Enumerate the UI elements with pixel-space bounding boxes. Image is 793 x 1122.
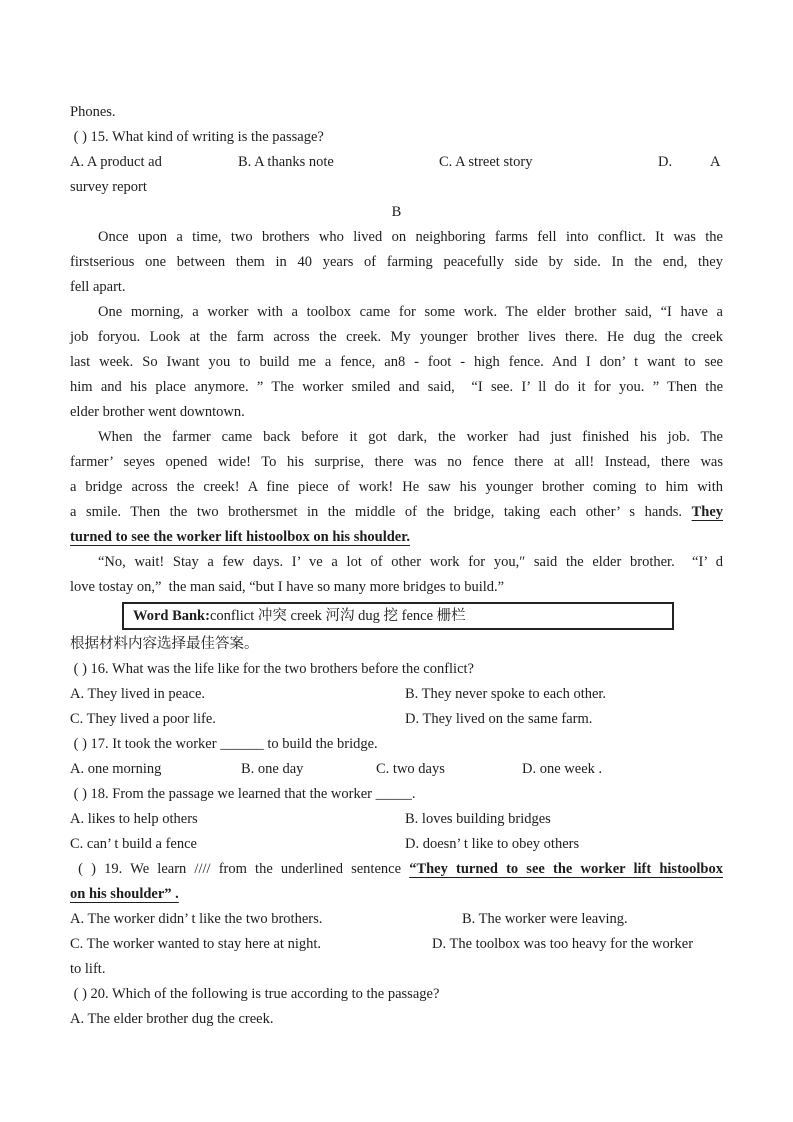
question-18-options-row-2 — [70, 832, 723, 857]
text-run: D. one week . — [522, 761, 603, 777]
text-run: B. They never spoke to each other. — [405, 686, 607, 702]
text-run: ( ) 19. We learn //// from the underlined sentence — [70, 861, 410, 877]
text-run: ( ) 20. Which of the following is true according to the passage? — [70, 986, 440, 1002]
question-15-option-d-wrap — [70, 175, 723, 200]
text-run: A. A product ad — [70, 154, 162, 170]
question-17-options — [70, 757, 723, 782]
emphasized-text-run: on his shoulder” . — [70, 886, 179, 902]
q16-option-c — [70, 707, 216, 732]
text-run: B. loves building bridges — [405, 811, 551, 827]
text-run: firstserious one between them in 40 years of farming peacefully side by side. In the end, they — [70, 254, 723, 270]
text-run: C. can’ t build a fence — [70, 836, 197, 852]
question-19-options-row-2 — [70, 932, 723, 957]
text-run: C. A street story — [439, 154, 533, 170]
passage-b-para-3-line-4 — [70, 500, 723, 525]
question-17-prompt — [70, 732, 723, 757]
question-15-options — [70, 150, 723, 175]
passage-b-para-3-line-5-underlined — [70, 525, 723, 550]
text-run: A. The worker didn’ t like the two brothers. — [70, 911, 323, 927]
text-run: elder brother went downtown. — [70, 404, 245, 420]
question-19-prompt-wrap — [70, 882, 723, 907]
q15-option-d — [658, 150, 672, 175]
text-run: to lift. — [70, 961, 106, 977]
text-run: farmer’ seyes opened wide! To his surprise, there was no fence there at all! Instead, there was — [70, 454, 723, 470]
text-run: D. They lived on the same farm. — [405, 711, 593, 727]
text-run: D. — [658, 154, 673, 170]
text-run: ( ) 16. What was the life like for the two brothers before the conflict? — [70, 661, 474, 677]
q17-option-c — [376, 757, 445, 782]
passage-b-para-2-line-2 — [70, 325, 723, 350]
emphasized-text-run: turned to see the worker lift histoolbox on his shoulder. — [70, 529, 410, 545]
passage-b-para-3-line-3 — [70, 475, 723, 500]
word-bank-box — [122, 602, 674, 630]
emphasized-text-run: They — [691, 504, 723, 520]
document-content — [70, 100, 723, 1032]
q19-option-c — [70, 932, 321, 957]
question-16-options-row-1 — [70, 682, 723, 707]
text-run: B — [391, 204, 402, 220]
passage-b-para-2-line-1 — [70, 300, 723, 325]
question-18-options-row-1 — [70, 807, 723, 832]
question-19-options-row-1 — [70, 907, 723, 932]
text-run: survey report — [70, 179, 147, 195]
passage-b-para-2-line-4 — [70, 375, 723, 400]
q19-option-b — [462, 907, 628, 932]
text-run: C. The worker wanted to stay here at night. — [70, 936, 321, 952]
text-run: love tostay on,” the man said, “but I have so many more bridges to build.” — [70, 579, 505, 595]
text-run: job foryou. Look at the farm across the creek. My younger brother lives there. He dug the creek — [70, 329, 723, 345]
q15-option-a — [70, 150, 162, 175]
text-run: D. The toolbox was too heavy for the worker — [432, 936, 694, 952]
q18-option-b — [405, 807, 551, 832]
question-18-prompt — [70, 782, 723, 807]
text-run: A. The elder brother dug the creek. — [70, 1011, 274, 1027]
text-run: B. The worker were leaving. — [462, 911, 628, 927]
q19-option-d — [432, 932, 693, 957]
q17-option-b — [241, 757, 303, 782]
passage-b-para-3-line-1 — [70, 425, 723, 450]
text-run: ( ) 17. It took the worker ______ to build the bridge. — [70, 736, 378, 752]
text-run: One morning, a worker with a toolbox came for some work. The elder brother said, “I have a — [98, 304, 723, 320]
q15-option-b — [238, 150, 334, 175]
passage-b-para-2-line-3 — [70, 350, 723, 375]
q17-option-d — [522, 757, 602, 782]
q16-option-b — [405, 682, 606, 707]
text-run: C. They lived a poor life. — [70, 711, 216, 727]
text-run: him and his place anymore. ” The worker smiled and said, “I see. I’ ll do it for you. ” Then the — [70, 379, 723, 395]
q15-option-d-text — [710, 150, 720, 175]
passage-b-para-1-line-3 — [70, 275, 723, 300]
text-run: A. one morning — [70, 761, 162, 777]
text-run: a bridge across the creek! A fine piece of work! He saw his younger brother coming to him with — [70, 479, 723, 495]
q15-option-c — [439, 150, 532, 175]
text-run: D. doesn’ t like to obey others — [405, 836, 580, 852]
text-run: conflict 冲突 creek 河沟 dug 挖 fence 栅栏 — [209, 608, 466, 624]
text-run: ( ) 15. What kind of writing is the passage? — [70, 129, 324, 145]
q18-option-d — [405, 832, 579, 857]
text-run: a smile. Then the two brothersmet in the middle of the bridge, taking each other’ s hands. — [70, 504, 692, 520]
section-b-heading — [70, 200, 723, 225]
question-19-prompt — [70, 857, 723, 882]
passage-b-para-2-line-5 — [70, 400, 723, 425]
text-run: 根据材料内容选择最佳答案。 — [70, 636, 259, 652]
passage-b-para-1-line-2 — [70, 250, 723, 275]
text-run: Phones. — [70, 104, 116, 120]
q16-option-a — [70, 682, 205, 707]
question-16-options-row-2 — [70, 707, 723, 732]
q17-option-a — [70, 757, 161, 782]
question-20-option-a — [70, 1007, 723, 1032]
q19-option-a — [70, 907, 322, 932]
question-16-prompt — [70, 657, 723, 682]
text-run: A — [710, 154, 721, 170]
passage-b-para-4-line-2 — [70, 575, 723, 600]
text-run: Once upon a time, two brothers who lived on neighboring farms fell into conflict. It was the — [98, 229, 723, 245]
q18-option-a — [70, 807, 198, 832]
passage-b-para-1-line-1 — [70, 225, 723, 250]
text-run: When the farmer came back before it got dark, the worker had just finished his job. The — [98, 429, 723, 445]
instruction-line — [70, 632, 723, 657]
text-run: ( ) 18. From the passage we learned that the worker _____. — [70, 786, 416, 802]
prev-passage-tail — [70, 100, 723, 125]
text-run: A. likes to help others — [70, 811, 198, 827]
text-run: B. one day — [241, 761, 304, 777]
text-run: fell apart. — [70, 279, 126, 295]
question-19-option-d-wrap — [70, 957, 723, 982]
question-15-prompt — [70, 125, 723, 150]
q16-option-d — [405, 707, 592, 732]
text-run: B. A thanks note — [238, 154, 334, 170]
text-run: A. They lived in peace. — [70, 686, 206, 702]
passage-b-para-4-line-1 — [70, 550, 723, 575]
emphasized-text-run: Word Bank: — [133, 608, 210, 624]
text-run: “No, wait! Stay a few days. I’ ve a lot of other work for you,″ said the elder brother. “I’ d — [98, 554, 723, 570]
passage-b-para-3-line-2 — [70, 450, 723, 475]
question-20-prompt — [70, 982, 723, 1007]
q18-option-c — [70, 832, 197, 857]
emphasized-text-run: “They turned to see the worker lift histoolbox — [409, 861, 723, 877]
text-run: last week. So Iwant you to build me a fence, an8 - foot - high fence. And I don’ t want to see — [70, 354, 723, 370]
text-run: C. two days — [376, 761, 445, 777]
